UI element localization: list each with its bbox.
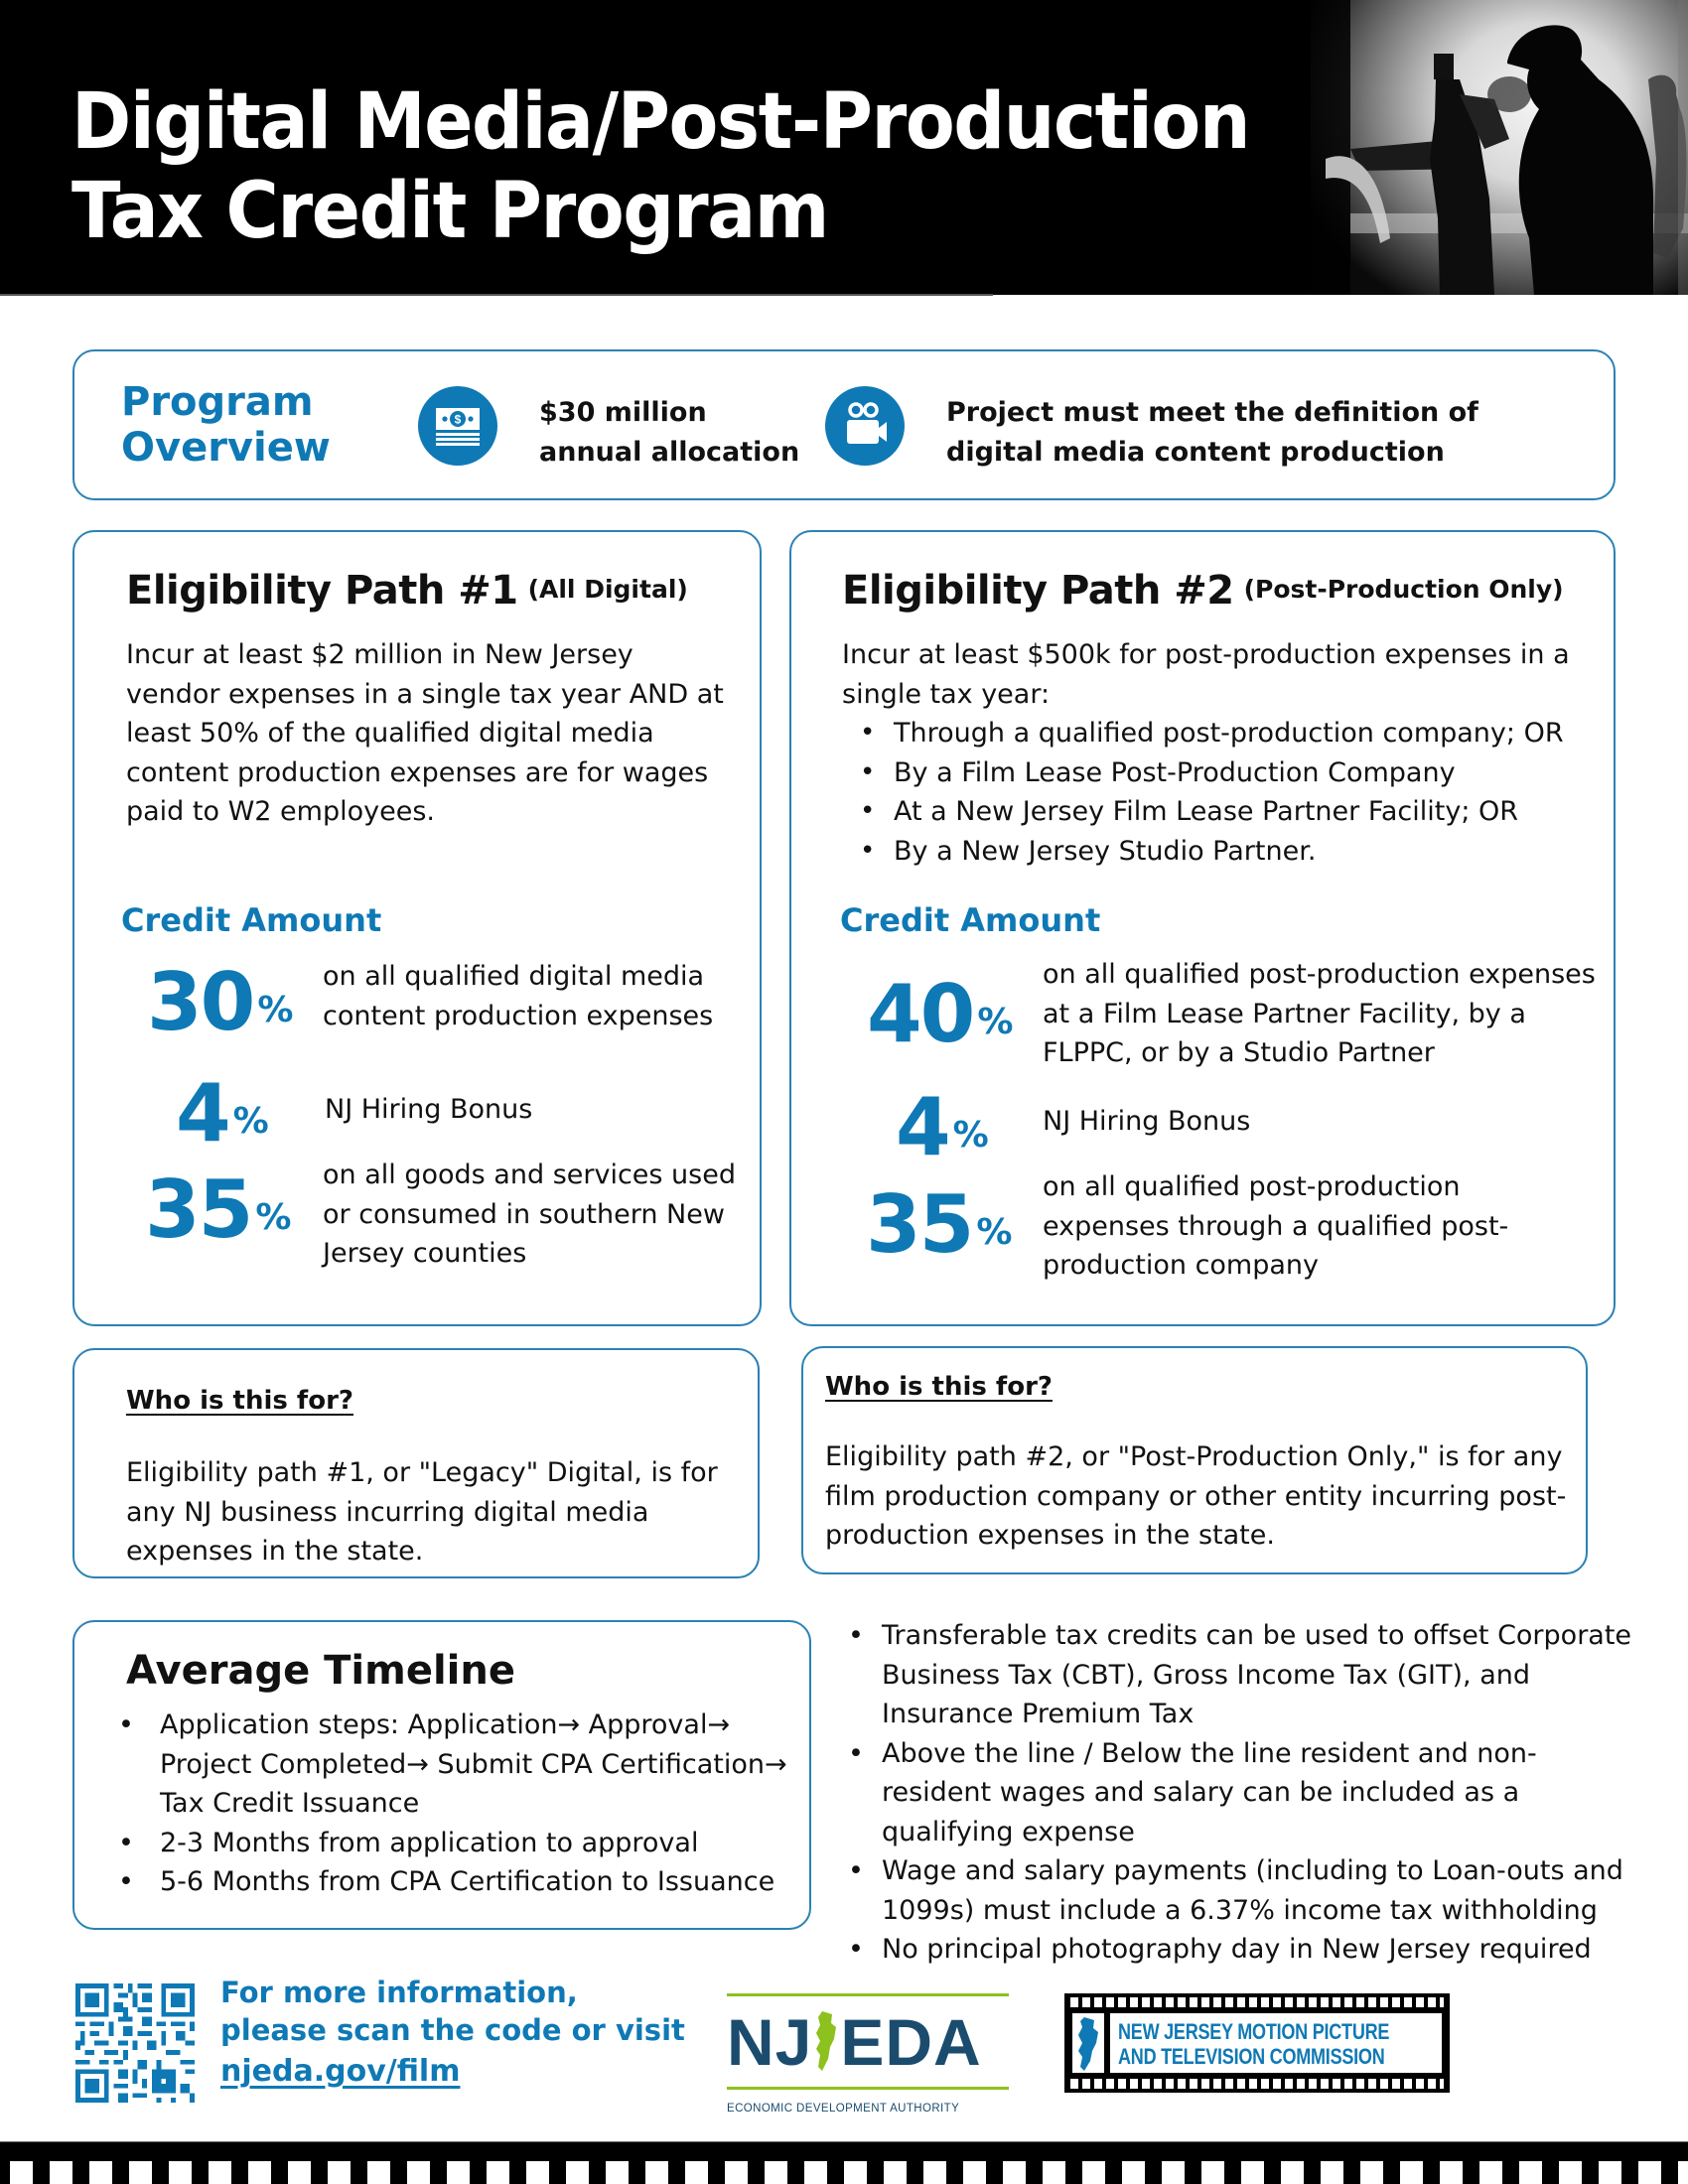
average-timeline-card	[72, 1620, 811, 1930]
who-description: Eligibility path #2, or "Post-Production Only," is for any film production company or other entity incurring post-production expenses in the state.	[825, 1441, 1567, 1551]
nj-state-panel	[1072, 2013, 1104, 2073]
credit-percentage	[866, 1178, 1013, 1271]
percent-sign: %	[232, 1101, 269, 1142]
credit-percentage	[147, 956, 294, 1048]
credit-value: 30	[147, 956, 254, 1048]
credit-value: 35	[866, 1178, 973, 1271]
more-info-text	[220, 1974, 685, 2091]
credit-value: 4	[176, 1067, 229, 1160]
percent-sign: %	[255, 1197, 292, 1238]
more-info-line-2: please scan the code or visit	[220, 2013, 685, 2047]
who-heading: Who is this for?	[825, 1372, 1053, 1402]
percent-sign: %	[257, 990, 294, 1030]
list-item: • 5-6 Months from CPA Certification to Issuance	[106, 1862, 801, 1902]
path-title-text: Eligibility Path #2	[842, 568, 1234, 614]
percent-sign: %	[976, 1212, 1013, 1253]
nj-motion-picture-commission-logo	[1064, 1993, 1450, 2093]
who-description: Eligibility path #1, or "Legacy" Digital, is for any NJ business incurring digital media expenses in the state.	[126, 1457, 718, 1567]
path-title-text: Eligibility Path #1	[126, 568, 518, 614]
credit-percentage	[145, 1163, 292, 1256]
camera-operator-silhouette	[1311, 0, 1688, 295]
content-definition-line-2: digital media content production	[946, 437, 1445, 468]
njeda-logo-top-rule	[727, 1993, 1009, 1996]
who-is-this-for-path-2	[801, 1346, 1588, 1574]
who-is-this-for-path-1	[72, 1348, 760, 1578]
list-item: • Application steps: Application→ Approval→ Project Completed→ Submit CPA Certification→ Tax Credit Issuance	[106, 1706, 801, 1824]
allocation-label: annual allocation	[539, 437, 800, 468]
more-info-line-1: For more information,	[220, 1976, 578, 2009]
commission-name-line-1: NEW JERSEY MOTION PICTURE	[1118, 2019, 1390, 2044]
commission-name-panel	[1110, 2013, 1442, 2073]
list-item: • 2-3 Months from application to approval	[106, 1824, 801, 1863]
qr-code[interactable]	[75, 1983, 195, 2103]
njeda-wordmark-eda: EDA	[840, 2005, 982, 2079]
allocation-amount: $30 million	[539, 397, 707, 428]
credit-amount-heading: Credit Amount	[840, 901, 1101, 939]
eligibility-path-2-requirements	[842, 635, 1597, 871]
list-item: • Wage and salary payments (including to Loan-outs and 1099s) must include a 6.37% income tax withholding	[842, 1851, 1636, 1930]
film-strip-sprocket-holes	[0, 2161, 1688, 2184]
njeda-tagline: ECONOMIC DEVELOPMENT AUTHORITY	[727, 2103, 960, 2115]
header-banner	[0, 0, 1688, 295]
credit-description: on all goods and services used or consumed in southern New Jersey counties	[323, 1160, 736, 1269]
page-title	[71, 77, 1249, 256]
content-definition-text	[946, 393, 1478, 473]
timeline-list	[106, 1706, 801, 1902]
overview-title-line-1: Program	[121, 379, 314, 425]
path-subtitle: (All Digital)	[527, 575, 688, 604]
credit-value: 4	[896, 1081, 949, 1173]
film-crew-photo	[1311, 0, 1688, 295]
credit-amount-heading: Credit Amount	[121, 901, 382, 939]
new-jersey-state-icon	[1072, 2013, 1104, 2073]
page-title-line-1: Digital Media/Post-Production	[71, 77, 1250, 167]
credit-value: 40	[867, 968, 974, 1060]
credit-percentage	[896, 1081, 989, 1173]
film-sprocket-holes	[1070, 2079, 1444, 2089]
page-title-line-2: Tax Credit Program	[71, 167, 828, 256]
credit-description: on all qualified digital media content production expenses	[323, 961, 714, 1031]
percent-sign: %	[952, 1115, 989, 1156]
credit-value: 35	[145, 1163, 252, 1256]
path-2-intro: Incur at least $500k for post-production expenses in a single tax year:	[842, 639, 1570, 710]
header-divider	[0, 294, 993, 296]
list-item: • By a Film Lease Post-Production Company	[842, 753, 1597, 793]
list-item: • Through a qualified post-production company; OR	[842, 714, 1597, 753]
njeda-film-link[interactable]: njeda.gov/film	[220, 2054, 461, 2089]
list-item: • By a New Jersey Studio Partner.	[842, 832, 1597, 872]
eligibility-path-1-requirements: Incur at least $2 million in New Jersey vendor expenses in a single tax year AND at least 50% of the qualified digital media content production expenses are for wages paid to W2 employees.	[126, 639, 724, 827]
timeline-title: Average Timeline	[126, 1648, 515, 1694]
qualifying-options-list	[842, 714, 1597, 871]
svg-text:$: $	[454, 412, 462, 427]
eligibility-path-1-title	[126, 566, 688, 620]
percent-sign: %	[977, 1002, 1014, 1042]
money-icon	[418, 386, 497, 466]
film-sprocket-holes	[1070, 1997, 1444, 2007]
path-subtitle: (Post-Production Only)	[1243, 575, 1564, 604]
list-item: • Above the line / Below the line resident and non-resident wages and salary can be included as a qualifying expense	[842, 1734, 1636, 1852]
njeda-wordmark-nj: NJ	[727, 2005, 813, 2079]
njeda-logo	[727, 1993, 1015, 2115]
eligibility-path-2-title	[842, 566, 1564, 620]
program-overview-card	[72, 349, 1616, 500]
njeda-wordmark	[727, 2007, 982, 2077]
who-heading: Who is this for?	[126, 1386, 353, 1416]
njeda-logo-bottom-rule	[727, 2087, 1009, 2090]
credit-percentage	[867, 968, 1014, 1060]
credit-description: on all qualified post-production expenses at a Film Lease Partner Facility, by a FLPPC, or by a Studio Partner	[1043, 959, 1596, 1068]
video-camera-icon	[825, 386, 905, 466]
overview-title-line-2: Overview	[121, 425, 331, 471]
program-overview-title	[121, 379, 331, 471]
list-item: • At a New Jersey Film Lease Partner Facility; OR	[842, 792, 1597, 832]
credit-description: on all qualified post-production expenses through a qualified post-production company	[1043, 1171, 1509, 1281]
list-item: • Transferable tax credits can be used to offset Corporate Business Tax (CBT), Gross Income Tax (GIT), and Insurance Premium Tax	[842, 1616, 1636, 1734]
content-definition-line-1: Project must meet the definition of	[946, 397, 1478, 428]
credit-description: NJ Hiring Bonus	[1043, 1106, 1251, 1137]
annual-allocation-text	[539, 393, 799, 473]
credit-percentage	[176, 1067, 269, 1160]
new-jersey-state-icon	[814, 2011, 838, 2071]
commission-name	[1118, 2019, 1389, 2069]
program-notes-list	[842, 1616, 1636, 1970]
credit-description: NJ Hiring Bonus	[325, 1094, 533, 1125]
commission-name-line-2: AND TELEVISION COMMISSION	[1118, 2044, 1385, 2069]
eligibility-path-2-card	[789, 530, 1616, 1326]
eligibility-path-1-card	[72, 530, 762, 1326]
list-item: • No principal photography day in New Jersey required	[842, 1930, 1636, 1970]
